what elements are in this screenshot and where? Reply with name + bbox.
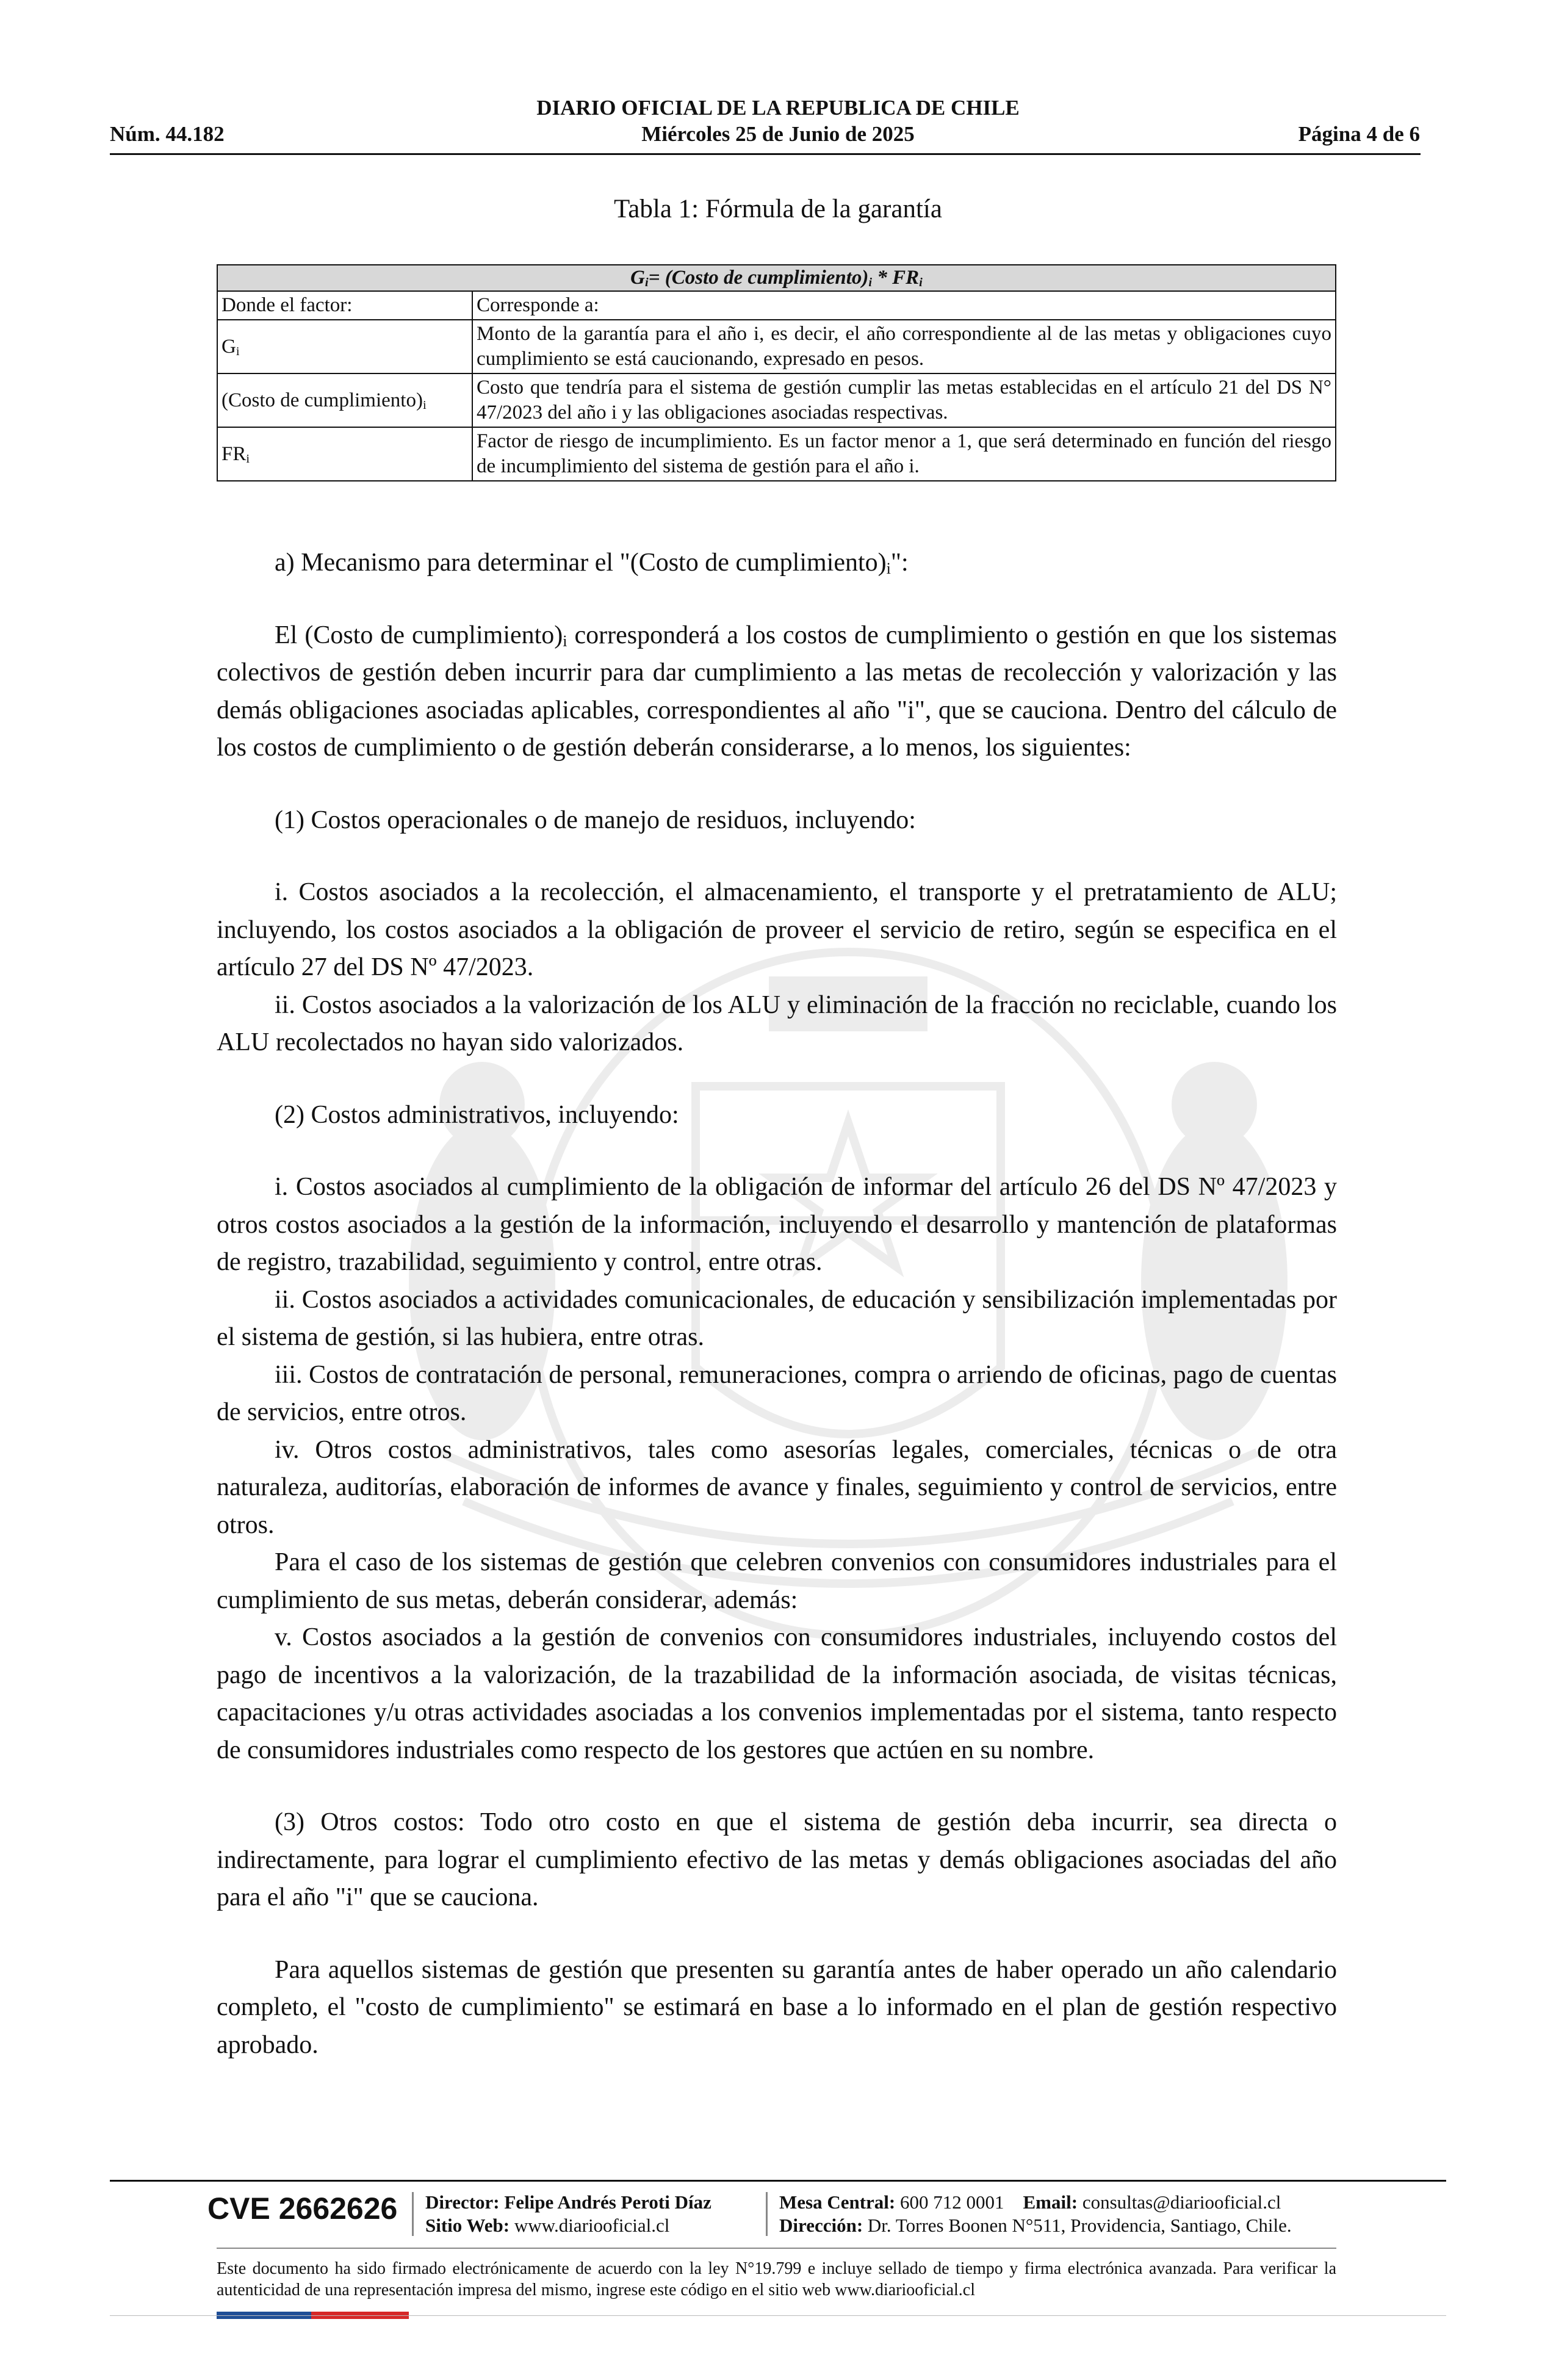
email-link[interactable]: consultas@diariooficial.cl <box>1082 2191 1281 2213</box>
table-row <box>217 291 1336 320</box>
factor-cell: $G_i$ <box>217 320 472 373</box>
paragraph: v. Costos asociados a la gestión de convenios con consumidores industriales, incluyendo costos del pago de incentivos a la valorización, de la trazabilidad de la información asociada, de visitas técnicas, capacitaciones y/u otras actividades asociadas a los convenios implementadas por el sistema, tanto respecto de consumidores industriales como respecto de los gestores que actúen en su nombre. <box>217 1623 1337 1764</box>
divider <box>412 2192 414 2236</box>
page-indicator: Página 4 de 6 <box>1298 122 1420 146</box>
paragraph: El (Costo de $cumplimiento)_i$ corresponderá a los costos de cumplimiento o gestión en que los sistemas colectivos de gestión deben incurrir para dar cumplimiento a las metas de recolección y valorización y las demás obligaciones asociadas aplicables, correspondientes al año "i", que se cauciona. Dentro del cálculo de los costos de cumplimiento o de gestión deberán considerarse, a lo menos, los siguientes: <box>217 621 1337 762</box>
bottom-rule <box>110 2315 1446 2316</box>
table-row <box>217 427 1336 481</box>
table-caption: Tabla 1: Fórmula de la garantía <box>614 195 942 223</box>
document-body <box>217 544 1337 2064</box>
paragraph: i. Costos asociados al cumplimiento de la obligación de informar del artículo 26 del DS Nº 47/2023 y otros costos asociados a la gestión de la información, incluyendo el desarrollo y mantención de plataformas de registro, trazabilidad, seguimiento y control, entre otras. <box>217 1173 1337 1276</box>
paragraph: (1) Costos operacionales o de manejo de residuos, incluyendo: <box>275 806 916 834</box>
description-cell: Factor de riesgo de incumplimiento. Es un factor menor a 1, que será determinado en función del riesgo de incumplimiento del sistema de gestión para el año i. <box>472 427 1336 481</box>
website-line: Sitio Web: www.diariooficial.cl <box>425 2215 670 2236</box>
table-row <box>217 320 1336 373</box>
header-rule <box>110 153 1421 155</box>
footer-rule <box>110 2180 1446 2182</box>
description-cell: Monto de la garantía para el año i, es decir, el año correspondiente al de las metas y obligaciones cuyo cumplimiento se está caucionando, expresado en pesos. <box>472 320 1336 373</box>
factor-cell: (Costo de $cumplimiento)_i$ <box>217 373 472 427</box>
director-line: Director: Felipe Andrés Peroti Díaz <box>425 2191 711 2213</box>
cve-code: CVE 2662626 <box>207 2191 398 2226</box>
issue-number: Núm. 44.182 <box>110 122 225 146</box>
table-row <box>217 373 1336 427</box>
address-line: Dirección: Dr. Torres Boonen N°511, Providencia, Santiago, Chile. <box>779 2215 1292 2236</box>
paragraph: Para el caso de los sistemas de gestión que celebren convenios con consumidores industriales para el cumplimiento de sus metas, deberán considerar, además: <box>217 1548 1337 1614</box>
paragraph: ii. Costos asociados a actividades comunicacionales, de educación y sensibilización implementadas por el sistema de gestión, si las hubiera, entre otras. <box>217 1285 1337 1351</box>
paragraph: iv. Otros costos administrativos, tales como asesorías legales, comerciales, técnicas o de otra naturaleza, auditorías, elaboración de informes de avance y finales, seguimiento y control de servicios, entre otros. <box>217 1435 1337 1539</box>
factor-cell: $FR_i$ <box>217 427 472 481</box>
paragraph: iii. Costos de contratación de personal, remuneraciones, compra o arriendo de oficinas, pago de cuentas de servicios, entre otros. <box>217 1360 1337 1426</box>
newspaper-title: DIARIO OFICIAL DE LA REPUBLICA DE CHILE <box>536 96 1020 120</box>
formula-table <box>217 264 1336 481</box>
issue-date: Miércoles 25 de Junio de 2025 <box>641 122 915 146</box>
column-header-factor: Donde el factor: <box>217 291 472 320</box>
contact-line: Mesa Central: 600 712 0001 Email: consultas@diariooficial.cl <box>779 2191 1281 2213</box>
divider <box>766 2192 768 2236</box>
section-heading: a) Mecanismo para determinar el "(Costo de $cumplimiento)_i$": <box>275 549 909 578</box>
description-cell: Costo que tendría para el sistema de gestión cumplir las metas establecidas en el artículo 21 del DS N° 47/2023 del año i y las obligaciones asociadas respectivas. <box>472 373 1336 427</box>
paragraph: Para aquellos sistemas de gestión que presenten su garantía antes de haber operado un año calendario completo, el "costo de cumplimiento" se estimará en base a lo informado en el plan de gestión respectivo aprobado. <box>217 1955 1337 2059</box>
signature-notice: Este documento ha sido firmado electrónicamente de acuerdo con la ley N°19.799 e incluye sellado de tiempo y firma electrónica avanzada. Para verificar la autenticidad de una representación impresa del mismo, ingrese este código en el sitio web www.diariooficial.cl <box>217 2259 1336 2299</box>
footer-thin-rule <box>217 2248 1336 2249</box>
formula-header: $G_i=$ (Costo de $cumplimiento)_i * FR_i$ <box>217 265 1336 291</box>
paragraph: ii. Costos asociados a la valorización de los ALU y eliminación de la fracción no reciclable, cuando los ALU recolectados no hayan sido valorizados. <box>217 990 1337 1056</box>
paragraph: (2) Costos administrativos, incluyendo: <box>275 1100 679 1129</box>
website-link[interactable]: www.diariooficial.cl <box>514 2215 670 2236</box>
paragraph: i. Costos asociados a la recolección, el almacenamiento, el transporte y el pretratamiento de ALU; incluyendo, los costos asociados a la obligación de proveer el servicio de retiro, según se especifica en el artículo 27 del DS Nº 47/2023. <box>217 878 1337 981</box>
paragraph: (3) Otros costos: Todo otro costo en que el sistema de gestión deba incurrir, sea directa o indirectamente, para lograr el cumplimiento efectivo de las metas y demás obligaciones asociadas del año para el año "i" que se cauciona. <box>217 1808 1337 1911</box>
column-header-description: Corresponde a: <box>472 291 1336 320</box>
